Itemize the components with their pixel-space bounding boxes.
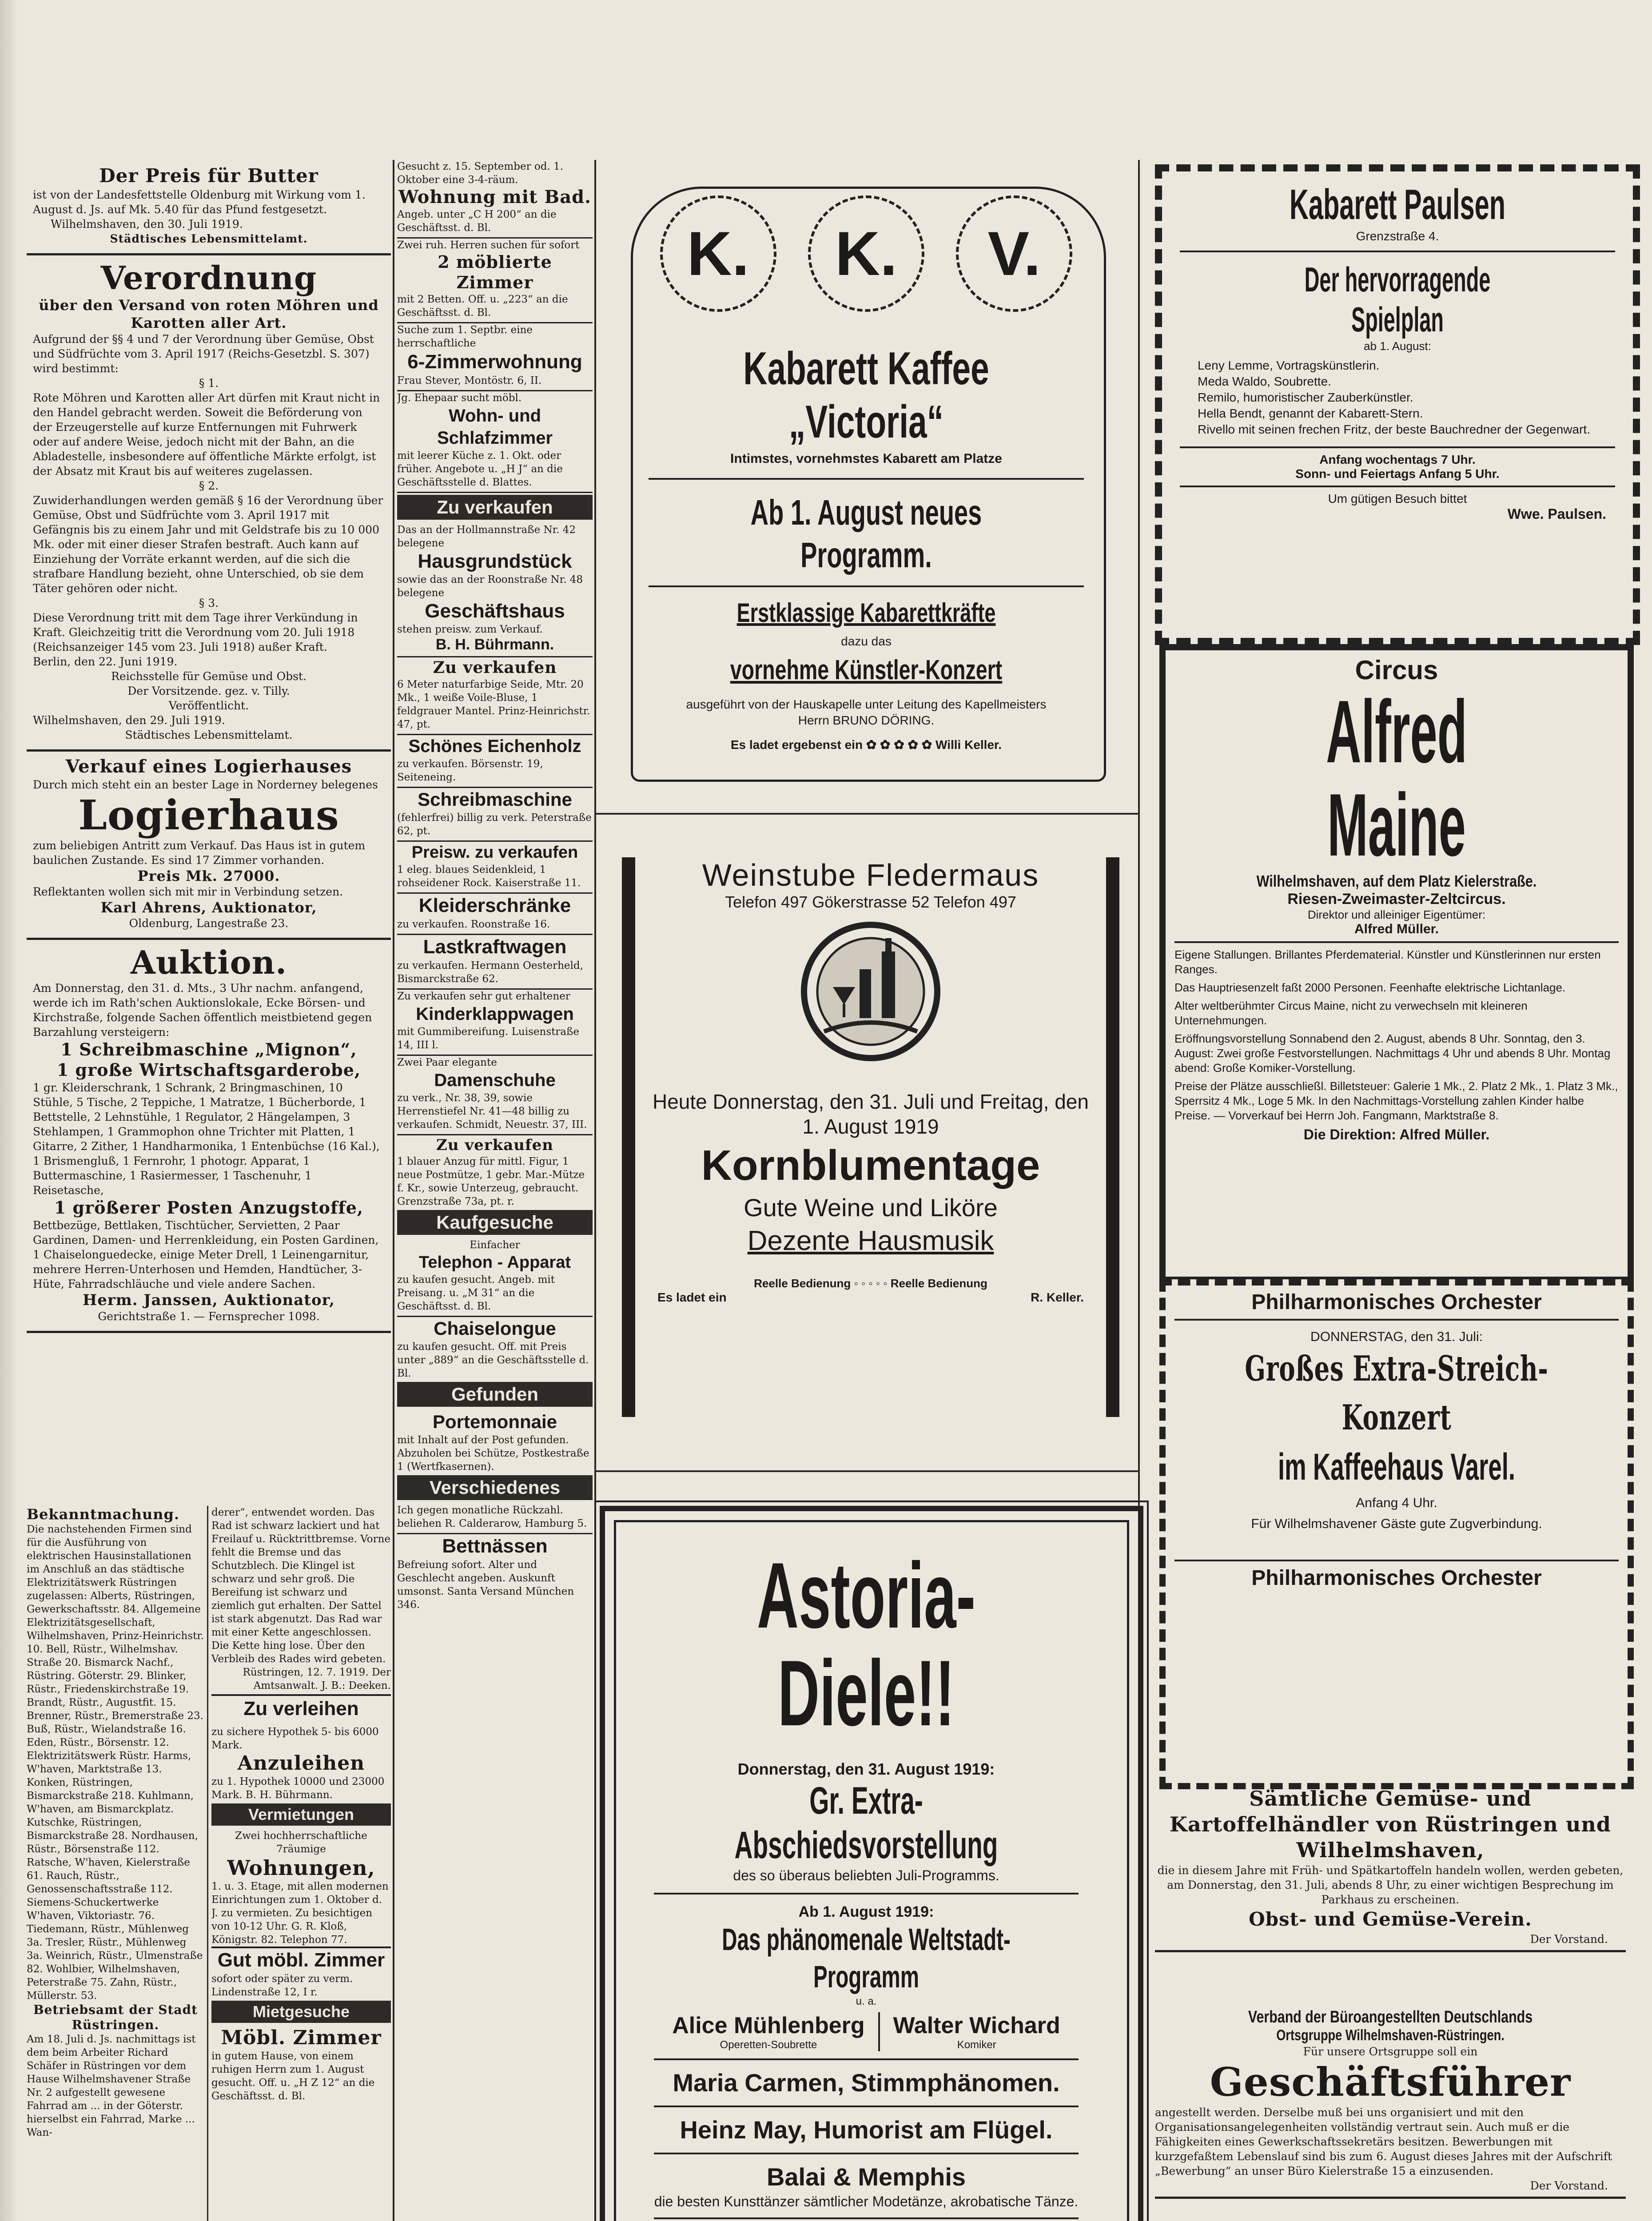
lastkraftwagen-body: zu verkaufen. Hermann Oesterheld, Bismarckstraße 62. (397, 959, 593, 990)
kkv-circle-1 (660, 195, 776, 312)
hypothek-body: zu sichere Hypothek 5- bis 6000 Mark. (211, 1726, 379, 1751)
zu-verleihen-heading: Zu verleihen (211, 1694, 391, 1722)
preiswert-body: 1 eleg. blaues Seidenkleid, 1 rohseidener Rock. Kaiserstraße 11. (397, 863, 593, 894)
logierhaus-price: Preis Mk. 27000. (137, 868, 280, 884)
hausgrundstueck-heading: Hausgrundstück (418, 550, 572, 572)
preiswert-heading: Preisw. zu verkaufen (411, 843, 578, 862)
kinderwagen-intro: Zu verkaufen sehr gut erhaltener (397, 991, 570, 1002)
bekanntmachung-signature: Betriebsamt der Stadt Rüstringen. (33, 2002, 198, 2032)
damenschuhe-heading: Damenschuhe (434, 1071, 556, 1090)
auktion-item-2: 1 große Wirtschaftsgarderobe, (56, 1060, 361, 1080)
vermietungen-bar: Vermietungen (211, 1803, 391, 1826)
kkv-letter-1: K. (687, 219, 749, 288)
astoria-artist-1-role: Operetten-Soubrette (720, 2039, 817, 2051)
astoria-date: Donnerstag, den 31. August 1919: (737, 1760, 995, 1778)
paulsen-visit: Um gütigen Besuch bittet (1328, 492, 1467, 505)
astoria-ad (600, 1506, 1143, 2221)
column-rule-2 (594, 160, 596, 2221)
wohnung-bad-heading: Wohnung mit Bad. (398, 187, 592, 207)
column-1 (27, 160, 391, 1333)
paulsen-artist-4: Hella Bendt, genannt der Kabarett-Stern. (1198, 406, 1423, 420)
circus-where: Wilhelmshaven, auf dem Platz Kielerstraße. (1256, 872, 1537, 890)
gemuese-title: Sämtliche Gemüse- und Kartoffelhändler von Rüstringen und Wilhelmshaven, (1170, 1787, 1611, 1862)
astoria-artist-5: Balai & Memphis (766, 2163, 966, 2191)
phil-footer: Philharmonisches Orchester (1251, 1566, 1542, 1590)
moebl-zimmer-heading: Möbl. Zimmer (221, 2026, 382, 2049)
auktion-item-1: 1 Schreibmaschine „Mignon“, (60, 1039, 357, 1059)
verschiedenes-body: Ich gegen monatliche Rückzahl. beliehen R. Calderarow, Hamburg 5. (397, 1504, 593, 1534)
verband-title: Verband der Büroangestellten Deutschlands (1248, 2008, 1533, 2026)
verordnung-p3: Diese Verordnung tritt mit dem Tage ihrer Verkündung in Kraft. Gleichzeitig tritt die Verordnung vom 20. Juli 1918 (Reichsanzeiger 145 vom 23. Juli 1918) außer Kraft. (33, 611, 358, 653)
damenschuhe-intro: Zwei Paar elegante (397, 1057, 497, 1068)
kkv-circle-2 (808, 195, 924, 312)
chaiselongue-body: zu kaufen gesucht. Off. mit Preis unter „889“ an die Geschäftsstelle d. Bl. (397, 1341, 589, 1379)
bettnaessen-heading: Bettnässen (442, 1535, 548, 1557)
verordnung-place: Berlin, den 22. Juni 1919. (33, 655, 178, 668)
kkv-name: Kabarett Kaffee „Victoria“ (743, 343, 989, 448)
wohn-schlaf-body: mit leerer Küche z. 1. Okt. oder früher. Angebote u. „H J“ an die Geschäftsstelle d. Blattes. (397, 449, 593, 493)
astoria-from: Ab 1. August 1919: (798, 1903, 934, 1920)
auktion-name: Herm. Janssen, Auktionator, (83, 1291, 335, 1309)
paulsen-title: Kabarett Paulsen (1289, 181, 1506, 228)
kkv-letter-2: K. (835, 219, 897, 288)
kleiderschraenke-heading: Kleiderschränke (418, 895, 571, 916)
circus-tent: Riesen-Zweimaster-Zeltcircus. (1287, 891, 1506, 908)
sechs-zimmer-heading: 6-Zimmerwohnung (407, 351, 582, 373)
philharmonie-ad (1159, 1279, 1634, 1789)
portemonnaie-heading: Portemonnaie (432, 1411, 557, 1432)
column-2 (397, 160, 593, 2221)
anzug-text: 1 blauer Anzug für mittl. Figur, 1 neue Postmütze, 1 gebr. Mar.-Mütze f. Kr., sowie Unterzeug, gebraucht. Grenzstraße 73a, pt. r. (397, 1156, 585, 1207)
kkv-program: Ab 1. August neues Programm. (750, 493, 982, 575)
auktion-intro: Am Donnerstag, den 31. d. Mts., 3 Uhr nachm. anfangend, werde ich im Rath'schen Auktionslokale, Ecke Börsen- und Kirchstraße, folgende Sachen öffentlich meistbietend gegen Barzahlung versteigern: (33, 982, 372, 1039)
phil-title: Philharmonisches Orchester (1251, 1290, 1542, 1314)
column-1-lower-right (211, 1506, 391, 2221)
gemuese-body: die in diesem Jahre mit Früh- und Spätkartoffeln handeln wollen, werden gebeten, am Donnerstag, den 31. Juli, abends 8 Uhr, zu einer wichtigen Besprechung im Parkhaus zu erscheinen. (1157, 1864, 1624, 1906)
zu-verkaufen-bar: Zu verkaufen (397, 495, 593, 520)
column-1-lower-left (27, 1506, 204, 2221)
kaufgesuche-bar: Kaufgesuche (397, 1210, 593, 1235)
circus-ad (1159, 644, 1634, 1283)
circus-bullet-4: Eröffnungsvorstellung Sonnabend den 2. August, abends 8 Uhr. Sonntag, den 3. August: Zwei große Festvorstellungen. Nachmittags 4 Uhr und abends 8 Uhr. Montag abend: Große Komiker-Vorstellung. (1174, 1032, 1611, 1075)
chaiselongue-heading: Chaiselongue (434, 1318, 556, 1339)
logierhaus-body: zum beliebigen Antritt zum Verkauf. Das Haus ist in gutem baulichen Zustande. Es sind 17 Zimmer vorhanden. (33, 839, 366, 867)
gesucht-text: Gesucht z. 15. September od. 1. Oktober eine 3-4-räum. (397, 161, 564, 186)
zu-verkaufen-2-heading: Zu verkaufen (433, 658, 557, 677)
paulsen-plan: Der hervorragende Spielplan (1304, 260, 1491, 339)
verordnung-p2-label: § 2. (199, 479, 219, 492)
kinderwagen-body: mit Gummibereifung. Luisenstraße 14, III l. (397, 1025, 593, 1056)
portemonnaie-body: mit Inhalt auf der Post gefunden. Abzuholen bei Schütze, Postkestraße 1 (Wertfkasernen). (397, 1434, 589, 1473)
circus-name: Alfred Maine (1326, 682, 1467, 875)
zwei-raeume: Zwei hochherrschaftliche 7räumige (235, 1830, 367, 1855)
paulsen-artist-3: Remilo, humoristischer Zauberkünstler. (1198, 390, 1413, 404)
fledermaus-wines: Gute Weine und Liköre (744, 1194, 998, 1222)
verordnung-p1: Rote Möhren und Karotten aller Art dürfen mit Kraut nicht in den Handel gebracht werden. Soweit die Beförderung von der Erzeugerstelle auf kurze Entfernungen mit Fuhrwerk oder auf andere Weise, jedoch nicht mit der Bahn, an die Abladestelle, insbesondere auf öffentliche Märkte erfolgt, ist der Absatz mit Kraut bis auf weiteres zugelassen. (33, 391, 380, 478)
suche-text: Suche zum 1. Septbr. eine herrschaftliche (397, 324, 533, 349)
paulsen-signature: Wwe. Paulsen. (1507, 506, 1606, 522)
fledermaus-ad (622, 857, 1119, 1417)
circus-bullet-1: Eigene Stallungen. Brillantes Pferdematerial. Künstler und Künstlerinnen nur ersten Ranges. (1174, 948, 1601, 976)
verband-ad (1155, 2008, 1626, 2199)
kkv-ad (604, 169, 1128, 800)
fahrrad-notice-start: Am 18. Juli d. Js. nachmittags ist dem beim Arbeiter Richard Schäfer in Rüstringen vor dem Hause Wilhelmshavener Straße Nr. 2 aufgestellt gewesene Fahrrad am ... in der Göterstr. hierselbst ein Fahrrad, Marke ... Wan- (27, 2034, 196, 2138)
auktion-list-1: 1 gr. Kleiderschrank, 1 Schrank, 2 Bringmaschinen, 10 Stühle, 5 Tische, 2 Teppiche, 1 Matratze, 1 Bücherborde, 1 Bettstelle, 2 Lehnstühle, 1 Regulator, 2 Hängelampen, 3 Stehlampen, 1 Grammophon ohne Trichter mit Platten, 1 Gitarre, 2 Zither, 1 Handharmonika, 1 Entenbüchse (16 Kal.), 1 Brismengluß, 1 Fernrohr, 1 photogr. Apparat, 1 Buttermaschine, 1 Rasiermesser, 1 Taschenuhr, 1 Reisetasche, (33, 1081, 380, 1197)
gut-moebl-heading: Gut möbl. Zimmer (211, 1946, 391, 1972)
bekanntmachung-title: Bekanntmachung. (27, 1506, 180, 1523)
paulsen-artist-2: Meda Waldo, Soubrette. (1198, 374, 1331, 388)
kkv-letter-3: V. (987, 219, 1041, 288)
schreibmaschine-body: (fehlerfrei) billig zu verk. Peterstraße 62, pt. (397, 811, 593, 842)
paulsen-artist-5: Rivello mit seinen frechen Fritz, der beste Bauchredner der Gegenwart. (1198, 422, 1590, 436)
wohnung-bad-body: Angeb. unter „C H 200“ an die Geschäftsst. d. Bl. (397, 208, 593, 239)
verschiedenes-bar: Verschiedenes (397, 1475, 593, 1500)
verordnung-title: Verordnung (100, 259, 317, 297)
telephon-heading: Telephon - Apparat (419, 1253, 571, 1272)
gemuese-signature: Der Vorstand. (1155, 1932, 1626, 1952)
fahrrad-notice: derer“, entwendet worden. Das Rad ist schwarz lackiert und hat Freilauf u. Rücktrittbremse. Vorne fehlt die Bremse und das Schutzblech. Die Klingel ist schwarz und sehr groß. Die Bereifung ist schwarz und ziemlich gut erhalten. Der Sattel ist stark abgenutzt. Das Rad war mit einer Kette angeschlossen. Die Kette hing lose. Über den Verbleib des Rades wird gebeten. (211, 1507, 391, 1665)
buehrmann-name: B. H. Bührmann. (397, 636, 593, 657)
kkv-konzert: vornehme Künstler-Konzert (730, 655, 1003, 685)
auktion-title: Auktion. (130, 943, 287, 981)
verordnung-notice (27, 255, 391, 752)
verordnung-signature: Städtisches Lebensmittelamt. (125, 728, 293, 741)
center-rule-1 (596, 813, 1138, 815)
phil-place: im Kaffeehaus Varel. (1278, 1446, 1516, 1488)
telephon-body: zu kaufen gesucht. Angeb. mit Preisang. u. „M 31“ an die Geschäftsst. d. Bl. (397, 1273, 593, 1317)
astoria-ua: u. a. (856, 1995, 877, 2007)
kkv-artists: Erstklassige Kabarettkräfte (736, 598, 996, 628)
fledermaus-invite: Es ladet ein (657, 1290, 727, 1304)
sechs-zimmer-body: Frau Stever, Montöstr. 6, II. (397, 374, 593, 391)
butter-body: ist von der Landesfettstelle Oldenburg mit Wirkung vom 1. August d. Js. auf Mk. 5.40 für das Pfund festgesetzt. (33, 188, 366, 216)
hollmann-text: Das an der Hollmannstraße Nr. 42 belegene (397, 524, 576, 549)
column-rule-1b (207, 1506, 208, 2221)
schreibmaschine-heading: Schreibmaschine (418, 789, 572, 810)
butter-title: Der Preis für Butter (99, 165, 318, 187)
geschaeftshaus-heading: Geschäftshaus (425, 600, 565, 622)
verordnung-published: Veröffentlicht. (168, 699, 249, 712)
circus-bullet-5: Preise der Plätze ausschließl. Billetsteuer: Galerie 1 Mk., 2. Platz 2 Mk., 1. Platz 3 Mk., Sperrsitz 4 Mk., Loge 5 Mk. In den Nachmittags-Vorstellung zahlen Kinder halbe Preise. — Vorverkauf bei Herrn Joh. Fangmann, Marktstraße 8. (1174, 1079, 1618, 1122)
kkv-direction: ausgeführt von der Hauskapelle unter Leitung des Kapellmeisters Herrn BRUNO DÖRING. (686, 697, 1047, 727)
kkv-subtitle: Intimstes, vornehmstes Kabarett am Platze (730, 451, 1002, 466)
gemuese-verein: Obst- und Gemüse-Verein. (1249, 1908, 1532, 1930)
hausgrundstueck-body: sowie das an der Roonstraße Nr. 48 belegene (397, 574, 583, 599)
verband-signature: Der Vorstand. (1155, 2178, 1626, 2199)
astoria-artist-4: Heinz May, Humorist am Flügel. (680, 2116, 1053, 2144)
eichenholz-body: zu verkaufen. Börsenstr. 19, Seiteneing. (397, 757, 593, 788)
verband-subtitle: Ortsgruppe Wilhelmshaven-Rüstringen. (1276, 2027, 1505, 2044)
verordnung-p1-label: § 1. (199, 377, 219, 390)
paulsen-start-1: Anfang wochentags 7 Uhr. (1319, 453, 1476, 466)
astoria-show-sub: des so überaus beliebten Juli-Programms. (733, 1867, 999, 1883)
einfacher-text: Einfacher (470, 1239, 520, 1251)
butter-date: Wilhelmshaven, den 30. Juli 1919. (51, 218, 243, 231)
zu-verkaufen-3-heading: Zu verkaufen (436, 1136, 553, 1154)
verordnung-intro: Aufgrund der §§ 4 und 7 der Verordnung über Gemüse, Obst und Südfrüchte vom 3. April 1917 (Reichs-Gesetzbl. S. 307) wird bestimmt: (33, 333, 374, 375)
logierhaus-ad (27, 752, 391, 940)
wohnungen-heading: Wohnungen, (227, 1856, 375, 1880)
auktion-item-3: 1 größerer Posten Anzugstoffe, (54, 1198, 364, 1218)
fledermaus-telephone: Telefon 497 Gökerstrasse 52 Telefon 497 (725, 893, 1016, 911)
verordnung-p2: Zuwiderhandlungen werden gemäß § 16 der Verordnung über Gemüse, Obst und Südfrüchte vom 3. April 1917 mit Gefängnis bis zu einem Jahr und mit Geldstrafe bis zu 10 000 Mk. oder mit einer dieser Strafen bestraft. Auch kann auf Einziehung der Vorräte erkannt werden, auf die sich die strafbare Handlung bezieht, ohne Unterschied, ob sie dem Täter gehören oder nicht. (33, 494, 383, 595)
logierhaus-name: Karl Ahrens, Auktionator, (100, 899, 317, 916)
logierhaus-address: Oldenburg, Langestraße 23. (129, 917, 289, 930)
astoria-artist-3: Maria Carmen, Stimmphänomen. (673, 2069, 1060, 2097)
moebl-zimmer-body: in gutem Hause, von einem ruhigen Herrn zum 1. August gesucht. Off. u. „H Z 12“ an die Geschäftsst. d. Bl. (211, 2050, 375, 2102)
fledermaus-title: Weinstube Fledermaus (702, 858, 1039, 892)
circus-bullet-2: Das Hauptriesenzelt faßt 2000 Personen. Feenhafte elektrische Lichtanlage. (1174, 981, 1566, 994)
circus-bullet-3: Alter weltberühmter Circus Maine, nicht zu verwechseln mit kleineren Unternehmungen. (1174, 999, 1528, 1027)
zimmer-moebl-body: mit 2 Betten. Off. u. „223“ an die Geschäftsst. d. Bl. (397, 293, 593, 323)
astoria-artist-5-sub: die besten Kunsttänzer sämtlicher Modetänze, akrobatische Tänze. (654, 2193, 1079, 2209)
bettnaessen-body: Befreiung sofort. Alter und Geschlecht angeben. Auskunft umsonst. Santa Versand München 346. (397, 1559, 574, 1611)
auktion-ad (27, 940, 391, 1333)
lastkraftwagen-heading: Lastkraftwagen (423, 936, 567, 958)
damenschuhe-body: zu verk., Nr. 38, 39, sowie Herrenstiefel Nr. 41—48 billig zu verkaufen. Schmidt, Neuestr. 37, III. (397, 1091, 593, 1135)
logierhaus-intro: Durch mich steht ein an bester Lage in Norderney belegenes (33, 778, 378, 791)
wohnungen-body: 1. u. 3. Etage, mit allen modernen Einrichtungen zum 1. Oktober d. J. zu vermieten. Zu besichtigen von 10-12 Uhr. G. R. Kloß, Königstr. 82. Telephon 77. (211, 1881, 389, 1946)
page-edge-shadow (0, 0, 18, 2221)
eichenholz-heading: Schönes Eichenholz (408, 736, 581, 756)
phil-date: DONNERSTAG, den 31. Juli: (1310, 1329, 1483, 1344)
circus-signature: Die Direktion: Alfred Müller. (1303, 1126, 1490, 1142)
fledermaus-host: R. Keller. (1031, 1290, 1084, 1304)
verordnung-date: Wilhelmshaven, den 29. Juli 1919. (33, 714, 225, 727)
kinderwagen-heading: Kinderklappwagen (416, 1004, 574, 1024)
astoria-artist-2-role: Komiker (957, 2039, 996, 2051)
wohn-schlaf-heading: Wohn- und Schlafzimmer (437, 406, 553, 448)
auktion-list-2: Bettbezüge, Bettlaken, Tischtücher, Servietten, 2 Paar Gardinen, Damen- und Herrenkleidung, ein Posten Gardinen, 1 Chaiselonguedecke, einige Meter Drell, 1 Leinengarnitur, mehrere Herren-Unterhosen und Hemden, Handtücher, 3-Hüte, Fahrradschläuche und viele andere Sachen. (33, 1219, 379, 1290)
herren-text: Zwei ruh. Herren suchen für sofort (397, 239, 580, 251)
paulsen-ad (1155, 164, 1640, 645)
logierhaus-title: Verkauf eines Logierhauses (65, 756, 352, 777)
phil-start: Anfang 4 Uhr. (1356, 1496, 1437, 1510)
kkv-invite: Es ladet ergebenst ein ✿ ✿ ✿ ✿ ✿ Willi Keller. (730, 738, 1002, 752)
fledermaus-when: Heute Donnerstag, den 31. Juli und Freitag, den 1. August 1919 (653, 1090, 1089, 1138)
verordnung-chair: Der Vorsitzende. gez. v. Tilly. (127, 685, 290, 697)
amtsanwalt: Rüstringen, 12. 7. 1919. Der Amtsanwalt. J. B.: Deeken. (243, 1667, 391, 1692)
circus-label: Circus (1355, 655, 1438, 685)
paulsen-artist-1: Leny Lemme, Vortragskünstlerin. (1198, 358, 1380, 372)
ehepaar-text: Jg. Ehepaar sucht möbl. (397, 392, 522, 404)
astoria-title: Astoria-Diele!! (757, 1543, 975, 1745)
anzuleihen-body: zu 1. Hypothek 10000 und 23000 Mark. B. H. Bührmann. (211, 1776, 385, 1801)
circus-director: Direktor und alleiniger Eigentümer: (1307, 908, 1486, 921)
seide-text: 6 Meter naturfarbige Seide, Mtr. 20 Mk., 1 weiße Voile-Bluse, 1 feldgrauer Mantel. Prinz-Heinrichstr. 47, pt. (397, 678, 593, 735)
butter-notice (27, 160, 391, 255)
center-rule-2 (596, 1470, 1138, 1472)
verordnung-subtitle: über den Versand von roten Möhren und Karotten aller Art. (39, 297, 379, 331)
verordnung-authority: Reichsstelle für Gemüse und Obst. (111, 670, 307, 683)
fledermaus-big: Kornblumentage (701, 1142, 1040, 1189)
paulsen-start-2: Sonn- und Feiertags Anfang 5 Uhr. (1295, 467, 1500, 481)
astoria-show: Gr. Extra-Abschiedsvorstellung (734, 1779, 998, 1867)
bekanntmachung-body: Die nachstehenden Firmen sind für die Ausführung von elektrischen Hausinstallationen im Anschluß an das städtische Elektrizitätswerk Rüstringen zugelassen: Alberts, Rüstringen, Gewerkschaftsstr. 84. Allgemeine Elektrizitätsgesellschaft, Wilhelmshaven, Prinz-Heinrichstr. 10. Bell, Rüstr., Wilhelmshav. Straße 20. Bismarck Nachf., Rüstring. Göterstr. 29. Blinker, Rüstr., Friedenskirchstraße 19. Brandt, Rüstr., Augustfit. 15. Brenner, Rüstr., Bremerstraße 23. Buß, Rüstr., Wielandstraße 16. Eden, Rüstr., Börsenstr. 12. Elektrizitätswerk Rüstr. Harms, W'haven, Marktstraße 13. Konken, Rüstringen, Bismarckstraße 218. Kuhlmann, W'haven, am Bismarckplatz. Kutschke, Rüstringen, Bismarckstraße 28. Nordhausen, Rüstr., Börsenstraße 112. Ratsche, W'haven, Kielerstraße 61. Rauch, Rüstr., Genossenschaftsstraße 112. Siemens-Schuckertwerke W'haven, Viktoriastr. 76. Tiedemann, Rüstr., Mühlenweg 3a. Tresler, Rüstr., Mühlenweg 3a. Weinrich, Rüstr., Ulmenstraße 82. Wohlbier, Wilhelmshaven, Peterstraße 75. Zahn, Rüstr., Müllerstr. 53. (27, 1524, 204, 2002)
astoria-artist-2: Walter Wichard (893, 2013, 1060, 2038)
wine-emblem-icon (797, 920, 944, 1063)
verband-seek: Für unsere Ortsgruppe soll ein (1303, 2045, 1478, 2058)
gut-moebl-body: sofort oder später zu verm. Lindenstraße 12, I r. (211, 1973, 353, 1998)
paulsen-from: ab 1. August: (1364, 339, 1431, 353)
verordnung-p3-label: § 3. (199, 597, 219, 609)
gefunden-bar: Gefunden (397, 1382, 593, 1407)
logierhaus-note: Reflektanten wollen sich mit mir in Verbindung setzen. (33, 885, 343, 898)
astoria-program: Das phänomenale Weltstadt-Programm (722, 1922, 1011, 1994)
phil-concert: Großes Extra-Streich-Konzert (1245, 1349, 1549, 1438)
fledermaus-service: Reelle Bedienung ◦ ◦ ◦ ◦ ◦ Reelle Bedienung (754, 1277, 987, 1290)
logierhaus-big: Logierhaus (78, 791, 339, 839)
circus-owner: Alfred Müller. (1354, 922, 1439, 936)
verband-big: Geschäftsführer (1210, 2059, 1571, 2105)
kkv-dazu: dazu das (841, 634, 892, 648)
gemuese-ad (1155, 1786, 1626, 1952)
mietgesuche-bar: Mietgesuche (211, 2001, 391, 2023)
butter-signature: Städtisches Lebensmittelamt. (110, 232, 308, 245)
zimmer-moebl-heading: 2 möblierte Zimmer (438, 252, 552, 292)
column-rule-1 (393, 160, 394, 2221)
fledermaus-music: Dezente Hausmusik (747, 1226, 994, 1256)
paulsen-address: Grenzstraße 4. (1356, 229, 1439, 243)
geschaeftshaus-body: stehen preisw. zum Verkauf. (397, 624, 543, 635)
astoria-artist-1: Alice Mühlenberg (672, 2013, 865, 2038)
kkv-circle-3 (956, 195, 1072, 312)
verband-body: angestellt werden. Derselbe muß bei uns organisiert und mit den Organisationsangelegenheiten vollständig vertraut sein. Auch muß er die Fähigkeiten eines Gewerkschaftssekretärs besitzen. Bewerbungen mit kurzgefaßtem Lebenslauf sind bis zum 6. August dieses Jahres mit der Aufschrift „Bewerbung“ an unser Büro Kielerstraße 15 a einzusenden. (1155, 2106, 1612, 2177)
anzuleihen-heading: Anzuleihen (237, 1752, 365, 1775)
kleiderschraenke-body: zu verkaufen. Roonstraße 16. (397, 918, 593, 935)
phil-guests: Für Wilhelmshavener Gäste gute Zugverbindung. (1251, 1516, 1542, 1531)
auktion-address: Gerichtstraße 1. — Fernsprecher 1098. (98, 1310, 320, 1323)
